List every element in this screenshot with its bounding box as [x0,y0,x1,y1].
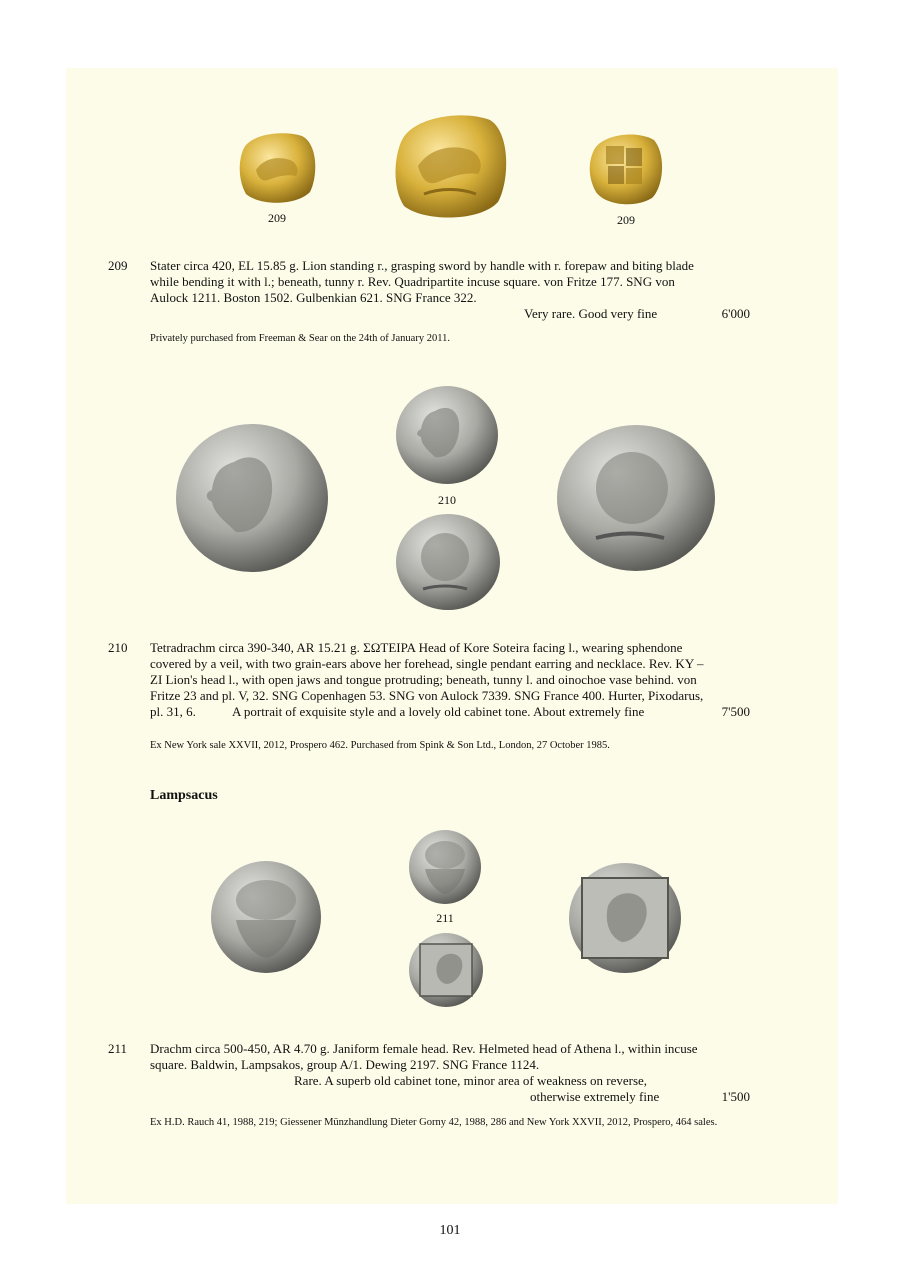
lot-210-description [150,640,750,720]
lot-209-reverse-photo [588,130,664,206]
provenance-note: Privately purchased from Freeman & Sear on the 24th of January 2011. [150,333,450,344]
grade: Very rare. Good very fine [524,306,658,321]
lot-209-description [150,258,750,322]
grade: otherwise extremely fine [530,1089,660,1104]
provenance-note: Ex New York sale XXVII, 2012, Prospero 462. Purchased from Spink & Son Ltd., London, 27 October 1985. [150,740,610,751]
lot-number: 210 [108,640,128,655]
catalogue-panel [66,68,838,1204]
lot-209-obverse-enlarged-photo [394,110,510,222]
lot-211-obverse-enlarged-photo [210,860,322,974]
lot-number: 209 [108,258,128,273]
lot-211-reverse-photo [408,932,484,1008]
lot-210-obverse-photo [395,385,499,485]
lot-210-obverse-enlarged-photo [174,422,330,574]
lot-209-obverse-photo [238,130,318,205]
description-line: Drachm circa 500-450, AR 4.70 g. Janiform female head. Rev. Helmeted head of Athena l., within incuse [150,1041,698,1056]
estimate: 6'000 [721,306,750,321]
lot-211-obverse-photo [408,829,482,905]
lot-211-reverse-enlarged-photo [568,862,682,974]
description-line: Aulock 1211. Boston 1502. Gulbenkian 621. SNG France 322. [150,290,477,305]
lot-209-plate-label-right: 209 [617,213,635,227]
estimate: 1'500 [721,1089,750,1104]
description-line: Fritze 23 and pl. V, 32. SNG Copenhagen 53. SNG von Aulock 7339. SNG France 400. Hurter, Pixodarus, [150,688,704,703]
lot-210-reverse-photo [395,513,501,611]
description-line: square. Baldwin, Lampsakos, group A/1. Dewing 2197. SNG France 1124. [150,1057,540,1072]
description-line: Tetradrachm circa 390-340, AR 15.21 g. ΣΩΤΕΙΡΑ Head of Kore Soteira facing l., wearing sphendone [150,640,683,655]
grade: Rare. A superb old cabinet tone, minor area of weakness on reverse, [294,1073,648,1088]
description-line: Stater circa 420, EL 15.85 g. Lion standing r., grasping sword by handle with r. forepaw and biting blade [150,258,694,273]
provenance-note: Ex H.D. Rauch 41, 1988, 219; Giessener Münzhandlung Dieter Gorny 42, 1988, 286 and New York XXVII, 2012, Prospero, 464 sales. [150,1117,718,1128]
description-line: covered by a veil, with two grain-ears above her forehead, single pendant earring and necklace. Rev. KY – [150,656,704,671]
description-line: pl. 31, 6. [150,704,196,719]
estimate: 7'500 [721,704,750,719]
grade: A portrait of exquisite style and a lovely old cabinet tone. About extremely fine [232,704,645,719]
section-heading: Lampsacus [150,788,218,803]
lot-209-plate-label-left: 209 [268,211,286,225]
page-number: 101 [439,1223,461,1238]
lot-210-reverse-enlarged-photo [556,424,716,572]
lot-number: 211 [108,1041,128,1056]
lot-211-plate-label: 211 [436,911,454,925]
lot-210-plate-label: 210 [438,493,456,507]
lot-211-description [150,1041,750,1105]
description-line: while bending it with l.; beneath, tunny r. Rev. Quadripartite incuse square. von Fritze 177. SNG von [150,274,675,289]
description-line: ZI Lion's head l., with open jaws and tongue protruding; beneath, tunny l. and oinochoe vase behind. von [150,672,697,687]
